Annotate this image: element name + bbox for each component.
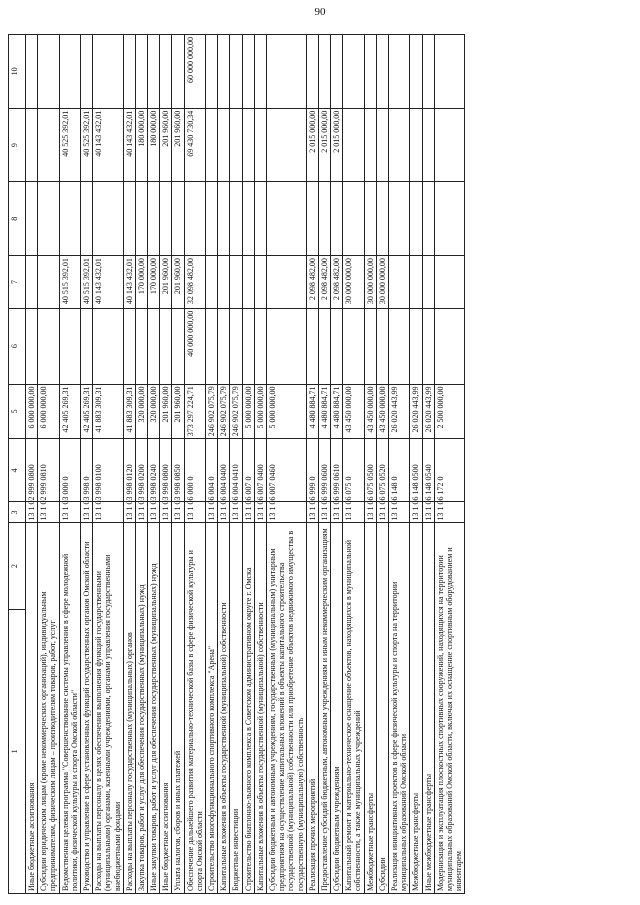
- row-value-cell: [410, 35, 422, 109]
- row-value-cell: [148, 308, 160, 384]
- row-value-cell: [230, 182, 242, 256]
- row-value-cell: [242, 256, 254, 309]
- row-value-cell: [93, 35, 124, 109]
- table-row: [148, 35, 160, 894]
- row-value-cell: 6 000 000,00: [38, 384, 59, 439]
- row-value-cell: [318, 182, 330, 256]
- row-value-cell: 2 500 000,00: [434, 384, 465, 439]
- row-value-cell: [410, 308, 422, 384]
- table-row: [376, 35, 388, 894]
- row-name-cell: Капитальные вложения в объекты государственной (муниципальной) собственности: [218, 523, 230, 894]
- rotated-table-canvas: [8, 34, 628, 894]
- row-value-cell: [376, 35, 388, 109]
- row-value-cell: 4 480 884,71: [318, 384, 330, 439]
- row-value-cell: 69 430 730,34: [184, 108, 205, 182]
- row-code-cell: 13 1 06 004 0: [218, 502, 230, 523]
- row-value-cell: 201 960,00: [160, 108, 172, 182]
- table-row: [331, 35, 343, 894]
- row-value-cell: [38, 108, 59, 182]
- row-code-cell: 13 1 03 998 0: [123, 502, 135, 523]
- row-code-cell: 13 1 03 998 0: [135, 502, 147, 523]
- row-code-cell: 13 1 06 000 0: [184, 502, 205, 523]
- row-name-cell: Бюджетные инвестиции: [230, 523, 242, 894]
- row-value-cell: [266, 256, 306, 309]
- row-value-cell: [434, 256, 465, 309]
- table-row: [422, 35, 434, 894]
- row-value-cell: 2 015 000,00: [306, 108, 318, 182]
- row-value-cell: [410, 256, 422, 309]
- row-value-cell: [422, 108, 434, 182]
- row-value-cell: 170 000,00: [135, 256, 147, 309]
- row-name-cell: Субсидии бюджетным и автономным учреждениям, государственным (муниципальным) унитарным предприятиям на осуществление капитальных вложений в объекты капитального строительства государственной (муниципальной) собственности или приобретение объектов недвижимого имущества в государственную (муниципальную) собственность: [266, 523, 306, 894]
- row-name-cell: Модернизация и эксплуатация плоскостных спортивных сооружений, находящихся на территории муниципальных образований Омской области, включая их оснащение спортивным оборудованием и инвентарем: [434, 523, 465, 894]
- row-value-cell: [343, 308, 364, 384]
- row-code-cell: 13 1 06 004 0: [206, 502, 218, 523]
- row-code-cell: 13 1 06 999 0: [306, 502, 318, 523]
- row-value-cell: [59, 308, 80, 384]
- row-value-cell: 4 480 884,71: [306, 384, 318, 439]
- row-value-cell: [93, 182, 124, 256]
- row-value-cell: [389, 182, 410, 256]
- row-value-cell: [254, 35, 266, 109]
- row-name-cell: Уплата налогов, сборов и иных платежей: [172, 523, 184, 894]
- table-row: [434, 35, 465, 894]
- row-value-cell: [26, 308, 38, 384]
- row-name-cell: Предоставление субсидий бюджетным, автономным учреждениям и иным некоммерческим организациям: [318, 523, 330, 894]
- row-value-cell: [266, 35, 306, 109]
- row-value-cell: [26, 182, 38, 256]
- table-header: [9, 35, 26, 894]
- row-value-cell: 40 143 432,01: [123, 256, 135, 309]
- row-value-cell: [376, 308, 388, 384]
- row-value-cell: 32 098 482,00: [184, 256, 205, 309]
- row-value-cell: 201 960,00: [172, 384, 184, 439]
- row-kvr-cell: 520: [376, 439, 388, 502]
- row-code-cell: 13 1 03 998 0: [172, 502, 184, 523]
- row-kvr-cell: 540: [422, 439, 434, 502]
- row-value-cell: 40 000 000,00: [184, 308, 205, 384]
- row-value-cell: [230, 35, 242, 109]
- row-code-cell: 13 1 03 998 0: [80, 502, 92, 523]
- row-value-cell: 40 515 392,01: [80, 256, 92, 309]
- row-name-cell: Реализация инициативных проектов в сфере физической культуры и спорта на территории муниципальных образований Омской области: [389, 523, 410, 894]
- row-value-cell: 2 015 000,00: [318, 108, 330, 182]
- header-cell: 3: [9, 502, 26, 523]
- row-value-cell: 5 000 000,00: [266, 384, 306, 439]
- row-kvr-cell: 400: [218, 439, 230, 502]
- row-value-cell: 41 883 309,31: [93, 384, 124, 439]
- row-name-cell: Иные межбюджетные трансферты: [422, 523, 434, 894]
- row-name-cell: Межбюджетные трансферты: [364, 523, 376, 894]
- row-value-cell: [254, 308, 266, 384]
- row-name-cell: Реализация прочих мероприятий: [306, 523, 318, 894]
- row-code-cell: 13 1 06 075 0: [364, 502, 376, 523]
- row-value-cell: [123, 182, 135, 256]
- row-kvr-cell: 120: [123, 439, 135, 502]
- row-name-cell: Субсидии юридическим лицам (кроме некоммерческих организаций), индивидуальным предпринимателям, физическим лицам – производителям товаров, работ, услуг: [38, 523, 59, 894]
- row-value-cell: 246 902 075,79: [218, 384, 230, 439]
- row-value-cell: [266, 308, 306, 384]
- row-value-cell: 2 098 482,00: [331, 256, 343, 309]
- header-cell: 2: [9, 523, 26, 609]
- row-value-cell: [266, 182, 306, 256]
- row-value-cell: 30 000 000,00: [343, 256, 364, 309]
- row-value-cell: 4 480 884,71: [331, 384, 343, 439]
- row-value-cell: [306, 182, 318, 256]
- row-kvr-cell: 800: [26, 439, 38, 502]
- row-code-cell: 13 1 06 075 0: [343, 502, 364, 523]
- row-value-cell: 43 450 000,00: [364, 384, 376, 439]
- table-row: [318, 35, 330, 894]
- row-value-cell: [38, 308, 59, 384]
- header-cell: 10: [9, 35, 26, 109]
- table-row: [242, 35, 254, 894]
- row-value-cell: 60 000 000,00: [184, 35, 205, 109]
- row-value-cell: 320 000,00: [135, 384, 147, 439]
- row-value-cell: 40 143 432,01: [93, 108, 124, 182]
- table-row: [206, 35, 218, 894]
- row-value-cell: [306, 308, 318, 384]
- row-value-cell: [331, 35, 343, 109]
- row-value-cell: 42 405 269,31: [80, 384, 92, 439]
- row-kvr-cell: 850: [172, 439, 184, 502]
- row-value-cell: [364, 182, 376, 256]
- row-value-cell: [26, 35, 38, 109]
- row-value-cell: 5 000 000,00: [242, 384, 254, 439]
- row-value-cell: 180 000,00: [135, 108, 147, 182]
- row-value-cell: [160, 308, 172, 384]
- row-value-cell: [389, 35, 410, 109]
- row-value-cell: [364, 308, 376, 384]
- table-row: [59, 35, 80, 894]
- row-value-cell: [331, 182, 343, 256]
- row-value-cell: [184, 182, 205, 256]
- row-value-cell: [343, 35, 364, 109]
- row-value-cell: 246 902 075,79: [206, 384, 218, 439]
- table-row: [266, 35, 306, 894]
- row-value-cell: [160, 182, 172, 256]
- row-code-cell: 13 1 06 172 0: [434, 502, 465, 523]
- row-code-cell: 13 1 02 999 0: [26, 502, 38, 523]
- row-kvr-cell: 500: [364, 439, 376, 502]
- row-value-cell: [389, 308, 410, 384]
- row-kvr-cell: 610: [331, 439, 343, 502]
- row-value-cell: [422, 35, 434, 109]
- row-value-cell: [376, 108, 388, 182]
- row-code-cell: 13 1 06 007 0: [266, 502, 306, 523]
- row-code-cell: 13 1 06 148 0: [410, 502, 422, 523]
- row-name-cell: Межбюджетные трансферты: [410, 523, 422, 894]
- row-value-cell: 26 020 443,99: [389, 384, 410, 439]
- row-value-cell: [434, 35, 465, 109]
- row-code-cell: 13 1 06 999 0: [318, 502, 330, 523]
- table-row: [184, 35, 205, 894]
- row-value-cell: [38, 35, 59, 109]
- table-body: [26, 35, 465, 894]
- row-name-cell: Иные бюджетные ассигнования: [26, 523, 38, 894]
- row-value-cell: [343, 108, 364, 182]
- table-row: [343, 35, 364, 894]
- row-value-cell: [59, 182, 80, 256]
- row-value-cell: [422, 256, 434, 309]
- row-value-cell: 5 000 000,00: [254, 384, 266, 439]
- header-cell: 5: [9, 384, 26, 439]
- row-kvr-cell: 410: [230, 439, 242, 502]
- row-value-cell: [218, 108, 230, 182]
- row-value-cell: [172, 182, 184, 256]
- header-cell: 1: [9, 609, 26, 893]
- row-value-cell: [160, 35, 172, 109]
- table-row: [364, 35, 376, 894]
- row-value-cell: 30 000 000,00: [376, 256, 388, 309]
- table-row: [135, 35, 147, 894]
- table-row: [93, 35, 124, 894]
- row-value-cell: [123, 35, 135, 109]
- row-kvr-cell: 460: [266, 439, 306, 502]
- row-value-cell: [422, 182, 434, 256]
- row-name-cell: Расходы на выплаты персоналу государственных (муниципальных) органов: [123, 523, 135, 894]
- row-value-cell: [230, 108, 242, 182]
- row-value-cell: 40 525 392,01: [80, 108, 92, 182]
- row-kvr-cell: 600: [318, 439, 330, 502]
- row-value-cell: [254, 256, 266, 309]
- table-row: [218, 35, 230, 894]
- row-value-cell: [266, 108, 306, 182]
- header-cell: 6: [9, 308, 26, 384]
- row-value-cell: [254, 182, 266, 256]
- row-name-cell: Расходы на выплаты персоналу в целях обеспечения выполнения функций государственными (муниципальными) органами, казенными учреждениями, органами управления государственными внебюджетными фондами: [93, 523, 124, 894]
- row-value-cell: 41 883 309,31: [123, 384, 135, 439]
- row-value-cell: [59, 35, 80, 109]
- table-row: [172, 35, 184, 894]
- row-value-cell: [206, 182, 218, 256]
- row-value-cell: [135, 35, 147, 109]
- row-value-cell: [254, 108, 266, 182]
- table-row: [80, 35, 92, 894]
- row-value-cell: [422, 308, 434, 384]
- row-value-cell: [93, 308, 124, 384]
- row-value-cell: [172, 35, 184, 109]
- row-value-cell: 180 000,00: [148, 108, 160, 182]
- row-value-cell: 40 525 392,01: [59, 108, 80, 182]
- row-name-cell: Иные закупки товаров, работ и услуг для обеспечения государственных (муниципальных) нужд: [148, 523, 160, 894]
- row-code-cell: 13 1 06 999 0: [331, 502, 343, 523]
- row-value-cell: [389, 256, 410, 309]
- row-value-cell: 201 960,00: [172, 108, 184, 182]
- row-kvr-cell: 800: [160, 439, 172, 502]
- row-value-cell: [148, 182, 160, 256]
- row-name-cell: Руководство и управление в сфере установленных функций государственных органов Омской области: [80, 523, 92, 894]
- header-cell: 8: [9, 182, 26, 256]
- table-row: [230, 35, 242, 894]
- row-value-cell: [218, 256, 230, 309]
- header-cell: 7: [9, 256, 26, 309]
- row-value-cell: [242, 108, 254, 182]
- row-value-cell: 170 000,00: [148, 256, 160, 309]
- row-value-cell: [218, 182, 230, 256]
- row-kvr-cell: 810: [38, 439, 59, 502]
- row-value-cell: [80, 308, 92, 384]
- row-value-cell: 201 960,00: [172, 256, 184, 309]
- row-kvr-cell: 200: [135, 439, 147, 502]
- row-value-cell: [230, 308, 242, 384]
- row-value-cell: [434, 108, 465, 182]
- row-value-cell: [26, 108, 38, 182]
- row-value-cell: [376, 182, 388, 256]
- row-value-cell: [148, 35, 160, 109]
- row-value-cell: [364, 35, 376, 109]
- row-name-cell: Капитальные вложения в объекты государственной (муниципальной) собственности: [254, 523, 266, 894]
- row-value-cell: [38, 256, 59, 309]
- row-code-cell: 13 1 06 007 0: [242, 502, 254, 523]
- table-row: [389, 35, 410, 894]
- row-code-cell: 13 1 06 007 0: [254, 502, 266, 523]
- page-number: 90: [314, 6, 326, 18]
- row-value-cell: [206, 108, 218, 182]
- row-value-cell: [26, 256, 38, 309]
- row-value-cell: [434, 182, 465, 256]
- row-value-cell: 373 297 224,71: [184, 384, 205, 439]
- row-kvr-cell: 240: [148, 439, 160, 502]
- row-kvr-cell: 500: [410, 439, 422, 502]
- row-value-cell: [80, 35, 92, 109]
- row-code-cell: 13 1 03 998 0: [93, 502, 124, 523]
- table-row: [38, 35, 59, 894]
- row-value-cell: 40 143 432,01: [93, 256, 124, 309]
- row-value-cell: [331, 308, 343, 384]
- row-value-cell: [242, 182, 254, 256]
- row-value-cell: [434, 308, 465, 384]
- table-row: [26, 35, 38, 894]
- row-code-cell: 13 1 02 999 0: [38, 502, 59, 523]
- row-code-cell: 13 1 06 148 0: [389, 502, 410, 523]
- row-value-cell: [38, 182, 59, 256]
- row-value-cell: 6 000 000,00: [26, 384, 38, 439]
- row-value-cell: [242, 35, 254, 109]
- header-row: [9, 35, 26, 894]
- row-value-cell: 320 000,00: [148, 384, 160, 439]
- row-value-cell: [242, 308, 254, 384]
- row-code-cell: 13 1 03 998 0: [148, 502, 160, 523]
- row-value-cell: [135, 182, 147, 256]
- row-value-cell: 26 020 443,99: [410, 384, 422, 439]
- row-value-cell: [410, 108, 422, 182]
- row-value-cell: [389, 108, 410, 182]
- row-value-cell: 2 098 482,00: [318, 256, 330, 309]
- row-value-cell: 40 515 392,01: [59, 256, 80, 309]
- row-value-cell: [206, 308, 218, 384]
- row-value-cell: [230, 256, 242, 309]
- row-code-cell: 13 1 06 004 0: [230, 502, 242, 523]
- table-row: [160, 35, 172, 894]
- table-row: [254, 35, 266, 894]
- row-value-cell: 40 143 432,01: [123, 108, 135, 182]
- row-value-cell: [318, 308, 330, 384]
- row-value-cell: [80, 182, 92, 256]
- row-value-cell: [218, 35, 230, 109]
- rotated-table-container: [8, 34, 628, 894]
- header-cell: 4: [9, 439, 26, 502]
- row-name-cell: Субсидии бюджетным учреждениям: [331, 523, 343, 894]
- row-name-cell: Ведомственная целевая программа "Совершенствование системы управления в сфере молодежной политики, физической культуры и спорта Омской области": [59, 523, 80, 894]
- row-value-cell: [123, 308, 135, 384]
- row-code-cell: 13 1 03 000 0: [59, 502, 80, 523]
- row-kvr-cell: 100: [93, 439, 124, 502]
- table-row: [410, 35, 422, 894]
- table-row: [123, 35, 135, 894]
- row-value-cell: 2 098 482,00: [306, 256, 318, 309]
- header-cell: 9: [9, 108, 26, 182]
- row-value-cell: 42 405 269,31: [59, 384, 80, 439]
- row-value-cell: 43 450 000,00: [376, 384, 388, 439]
- row-name-cell: Строительство биатлонно-лыжного комплекса в Советском административном округе г. Омска: [242, 523, 254, 894]
- row-name-cell: Иные бюджетные ассигнования: [160, 523, 172, 894]
- row-code-cell: 13 1 06 148 0: [422, 502, 434, 523]
- row-value-cell: [318, 35, 330, 109]
- row-value-cell: [343, 182, 364, 256]
- row-name-cell: Строительство многофункционального спортивного комплекса "Арена": [206, 523, 218, 894]
- row-value-cell: 2 015 000,00: [331, 108, 343, 182]
- row-value-cell: 201 960,00: [160, 384, 172, 439]
- row-name-cell: Закупка товаров, работ и услуг для обеспечения государственных (муниципальных) нужд: [135, 523, 147, 894]
- row-value-cell: [172, 308, 184, 384]
- row-value-cell: [218, 308, 230, 384]
- row-kvr-cell: 400: [254, 439, 266, 502]
- row-name-cell: Обеспечение дальнейшего развития материально-технической базы в сфере физической культуры и спорта Омской области: [184, 523, 205, 894]
- row-code-cell: 13 1 03 998 0: [160, 502, 172, 523]
- row-name-cell: Капитальный ремонт и материально-техническое оснащение объектов, находящихся в муниципальной собственности, а также муниципальных учреждений: [343, 523, 364, 894]
- row-code-cell: 13 1 06 075 0: [376, 502, 388, 523]
- row-value-cell: [135, 308, 147, 384]
- row-value-cell: 26 020 443,99: [422, 384, 434, 439]
- row-value-cell: 246 902 075,79: [230, 384, 242, 439]
- row-value-cell: 43 450 000,00: [343, 384, 364, 439]
- row-value-cell: [306, 35, 318, 109]
- row-value-cell: [206, 35, 218, 109]
- row-value-cell: [364, 108, 376, 182]
- row-value-cell: 30 000 000,00: [364, 256, 376, 309]
- budget-table: [8, 34, 465, 894]
- row-value-cell: [206, 256, 218, 309]
- row-name-cell: Субсидии: [376, 523, 388, 894]
- table-row: [306, 35, 318, 894]
- row-value-cell: 201 960,00: [160, 256, 172, 309]
- row-value-cell: [410, 182, 422, 256]
